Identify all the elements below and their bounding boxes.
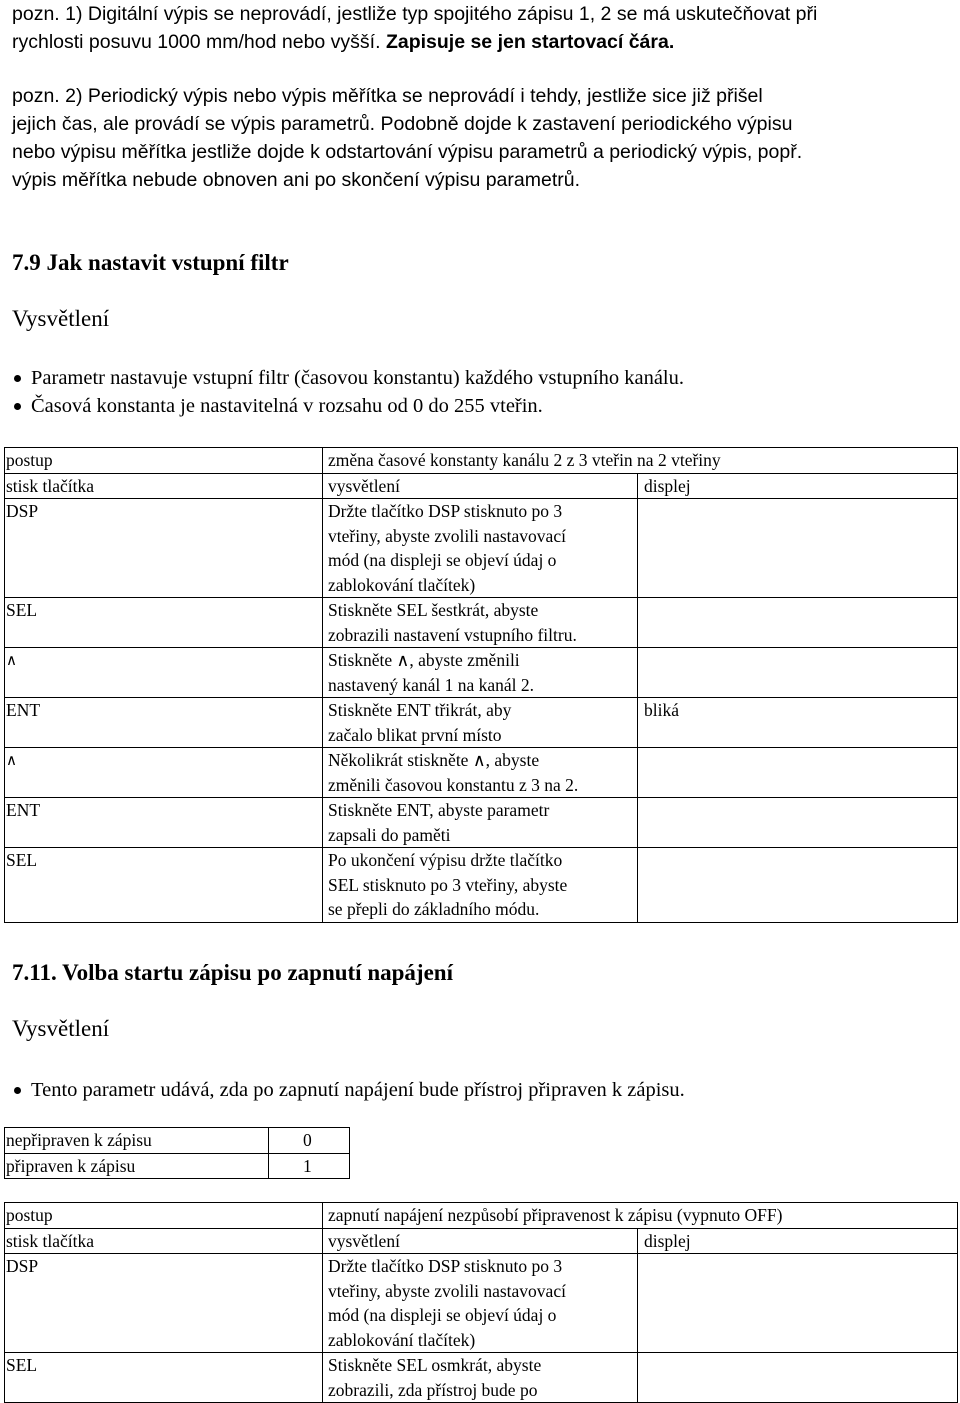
postup-value: změna časové konstanty kanálu 2 z 3 vteřin na 2 vteřiny — [323, 448, 958, 474]
section-subheading: Vysvětlení — [12, 306, 110, 331]
postup-row — [5, 448, 958, 474]
postup-label: postup — [5, 1203, 323, 1229]
key-cell: SEL — [5, 1353, 323, 1403]
display-cell — [638, 848, 958, 923]
bullet-list — [12, 364, 952, 420]
table-row — [5, 798, 958, 848]
display-cell — [638, 648, 958, 698]
explanation-line: zapsali do paměti — [328, 824, 451, 845]
table-row — [5, 1353, 958, 1403]
explanation-cell — [323, 499, 638, 598]
explanation-line: mód (na displeji se objeví údaj o — [328, 550, 557, 570]
explanation-line: Stiskněte SEL osmkrát, abyste — [328, 1355, 542, 1375]
options-table — [4, 1127, 350, 1179]
note-1-line-2: rychlosti posuvu 1000 mm/hod nebo vyšší. — [12, 31, 386, 53]
bullet-list — [12, 1076, 952, 1104]
explanation-line: Stiskněte ENT, abyste parametr — [328, 800, 550, 820]
explanation-line: Několikrát stiskněte ∧, abyste — [328, 750, 540, 770]
note-2 — [12, 82, 952, 194]
explanation-cell — [323, 748, 638, 798]
option-row — [5, 1128, 350, 1154]
display-cell — [638, 1254, 958, 1353]
display-cell — [638, 499, 958, 598]
explanation-line: zablokování tlačítek) — [328, 574, 476, 595]
column-header: vysvětlení — [323, 1228, 638, 1254]
explanation-line: změnili časovou konstantu z 3 na 2. — [328, 774, 579, 795]
explanation-line: mód (na displeji se objeví údaj o — [328, 1305, 557, 1325]
explanation-line: Stiskněte SEL šestkrát, abyste — [328, 600, 539, 620]
table-row — [5, 598, 958, 648]
note-1-bold: Zapisuje se jen startovací čára. — [385, 31, 675, 53]
key-cell: ∧ — [5, 748, 323, 798]
procedure-table — [4, 1202, 958, 1403]
display-cell — [638, 1353, 958, 1403]
option-label: připraven k zápisu — [5, 1153, 269, 1179]
header-row — [5, 1228, 958, 1254]
explanation-line: vteřiny, abyste zvolili nastavovací — [328, 525, 566, 546]
option-value: 0 — [269, 1128, 350, 1154]
explanation-cell — [323, 698, 638, 748]
key-cell: SEL — [5, 598, 323, 648]
section-heading-7-11: 7.11. Volba startu zápisu po zapnutí napájení — [12, 960, 453, 985]
bullet-item: Parametr nastavuje vstupní filtr (časovou konstantu) každého vstupního kanálu. — [12, 364, 952, 392]
explanation-cell — [323, 598, 638, 648]
explanation-line: zobrazili nastavení vstupního filtru. — [328, 624, 577, 645]
header-row — [5, 473, 958, 499]
note-1 — [12, 0, 952, 56]
key-cell: SEL — [5, 848, 323, 923]
table-row — [5, 648, 958, 698]
table-row — [5, 848, 958, 923]
column-header: displej — [638, 473, 958, 499]
option-value: 1 — [269, 1153, 350, 1179]
bullet-icon — [14, 1087, 21, 1094]
table-row — [5, 698, 958, 748]
note-2-line-1: pozn. 2) Periodický výpis nebo výpis měřítka se neprovádí i tehdy, jestliže sice již přišel — [12, 85, 763, 107]
explanation-line: vteřiny, abyste zvolili nastavovací — [328, 1280, 566, 1301]
table-row — [5, 1254, 958, 1353]
section-subheading: Vysvětlení — [12, 1016, 110, 1041]
option-row — [5, 1153, 350, 1179]
explanation-line: Držte tlačítko DSP stisknuto po 3 — [328, 1256, 563, 1276]
key-cell: ∧ — [5, 648, 323, 698]
explanation-cell — [323, 648, 638, 698]
bullet-icon — [14, 403, 21, 410]
explanation-cell — [323, 848, 638, 923]
explanation-line: nastavený kanál 1 na kanál 2. — [328, 674, 535, 695]
display-cell: bliká — [638, 698, 958, 748]
display-cell — [638, 598, 958, 648]
explanation-cell — [323, 798, 638, 848]
explanation-line: Po ukončení výpisu držte tlačítko — [328, 850, 563, 870]
explanation-cell — [323, 1353, 638, 1403]
explanation-line: Stiskněte ENT třikrát, aby — [328, 700, 512, 720]
key-cell: DSP — [5, 1254, 323, 1353]
explanation-cell — [323, 1254, 638, 1353]
note-2-line-3: nebo výpisu měřítka jestliže dojde k odstartování výpisu parametrů a periodický výpis, popř. — [12, 141, 803, 163]
note-2-line-2: jejich čas, ale provádí se výpis parametrů. Podobně dojde k zastavení periodického výpisu — [12, 113, 793, 135]
procedure-table — [4, 447, 958, 923]
bullet-item: Tento parametr udává, zda po zapnutí napájení bude přístroj připraven k zápisu. — [12, 1076, 952, 1104]
key-cell: DSP — [5, 499, 323, 598]
column-header: vysvětlení — [323, 473, 638, 499]
display-cell — [638, 748, 958, 798]
column-header: displej — [638, 1228, 958, 1254]
key-cell: ENT — [5, 798, 323, 848]
table-row — [5, 748, 958, 798]
bullet-icon — [14, 375, 21, 382]
explanation-line: SEL stisknuto po 3 vteřiny, abyste — [328, 874, 568, 895]
explanation-line: se přepli do základního módu. — [328, 899, 540, 919]
section-heading-7-9: 7.9 Jak nastavit vstupní filtr — [12, 250, 289, 275]
explanation-line: Držte tlačítko DSP stisknuto po 3 — [328, 501, 563, 521]
explanation-line: zobrazili, zda přístroj bude po — [328, 1379, 538, 1400]
explanation-line: zablokování tlačítek) — [328, 1329, 476, 1350]
note-2-line-4: výpis měřítka nebude obnoven ani po skončení výpisu parametrů. — [12, 169, 580, 191]
bullet-item: Časová konstanta je nastavitelná v rozsahu od 0 do 255 vteřin. — [12, 392, 952, 420]
explanation-line: začalo blikat první místo — [328, 724, 502, 745]
display-cell — [638, 798, 958, 848]
postup-label: postup — [5, 448, 323, 474]
explanation-line: Stiskněte ∧, abyste změnili — [328, 650, 520, 670]
key-cell: ENT — [5, 698, 323, 748]
column-header: stisk tlačítka — [5, 473, 323, 499]
column-header: stisk tlačítka — [5, 1228, 323, 1254]
option-label: nepřipraven k zápisu — [5, 1128, 269, 1154]
postup-row — [5, 1203, 958, 1229]
postup-value: zapnutí napájení nezpůsobí připravenost k zápisu (vypnuto OFF) — [323, 1203, 958, 1229]
table-row — [5, 499, 958, 598]
note-1-line-1: pozn. 1) Digitální výpis se neprovádí, jestliže typ spojitého zápisu 1, 2 se má uskutečňovat při — [12, 3, 818, 25]
